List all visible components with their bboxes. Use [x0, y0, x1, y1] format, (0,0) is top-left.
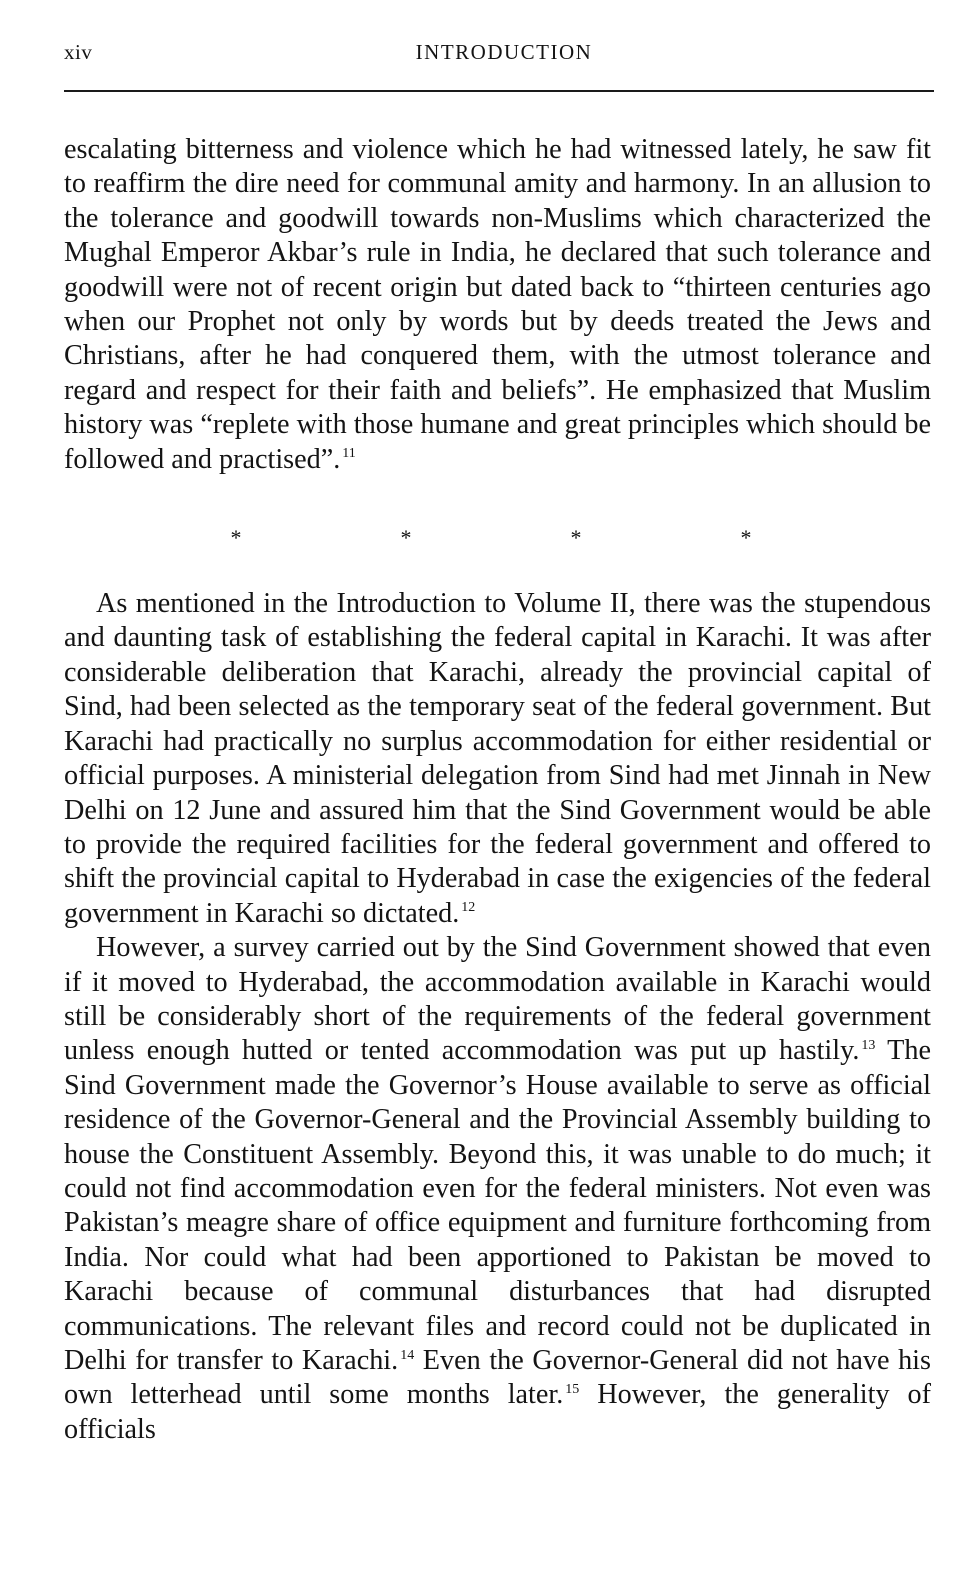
paragraph-text: Even the Governor-General did not have his own letterhead until some months later.: [64, 1345, 931, 1411]
paragraph-text: The Sind Government made the Governor’s House available to serve as official residence of the Governor-General and the Provincial Assembly building to house the Constituent Assembly. Beyond this, it was unable to do much; it could not find accommodation even for the federal ministers. Not even was Pakistan’s meagre share of office equipment and furniture forthcoming from India. Nor could what had been apportioned to Pakistan be moved to Karachi because of communal disturbances that had disrupted communications. The relevant files and record could not be duplicated in Delhi for transfer to Karachi.: [64, 1035, 931, 1376]
running-head: INTRODUCTION: [415, 40, 593, 64]
paragraph: [64, 931, 931, 1447]
header-rule: [64, 90, 934, 92]
footnote-ref: 13: [861, 1037, 876, 1053]
page-header: [64, 40, 934, 70]
page-number: xiv: [64, 40, 93, 64]
footnote-ref: 12: [461, 900, 476, 916]
section-separator: [64, 477, 931, 587]
paragraph-continued: [64, 133, 931, 477]
paragraph-text: However, a survey carried out by the Sind Government showed that even if it moved to Hyderabad, the accommodation available in Karachi would still be considerably short of the requirements of the federal government unless enough hutted or tented accommodation was put up hastily.: [64, 932, 931, 1067]
footnote-ref: 15: [565, 1382, 580, 1398]
asterisk: *: [570, 525, 582, 551]
asterisk: *: [740, 525, 752, 551]
asterisk: *: [230, 525, 242, 551]
paragraph-text: As mentioned in the Introduction to Volume II, there was the stupendous and daunting task of establishing the federal capital in Karachi. It was after considerable deliberation that Karachi, already the provincial capital of Sind, had been selected as the temporary seat of the federal government. But Karachi had practically no surplus accommodation for either residential or official purposes. A ministerial delegation from Sind had met Jinnah in New Delhi on 12 June and assured him that the Sind Government would be able to provide the required facilities for the federal government and offered to shift the provincial capital to Hyderabad in case the exigencies of the federal government in Karachi so dictated.: [64, 588, 931, 929]
paragraph-text: escalating bitterness and violence which he had witnessed lately, he saw fit to reaffirm the dire need for communal amity and harmony. In an allusion to the tolerance and goodwill towards non-Muslims which characterized the Mughal Emperor Akbar’s rule in India, he declared that such tolerance and goodwill were not of recent origin but dated back to “thirteen centuries ago when our Prophet not only by words but by deeds treated the Jews and Christians, after he had conquered them, with the utmost tolerance and regard and respect for their faith and beliefs”. He emphasized that Muslim history was “replete with those humane and great principles which should be followed and practised”.: [64, 134, 931, 475]
footnote-ref: 11: [342, 446, 356, 462]
paragraph: [64, 587, 931, 931]
paragraph-text: However, the generality of officials: [64, 1379, 932, 1445]
footnote-ref: 14: [400, 1347, 415, 1363]
body-text: [64, 133, 931, 1447]
asterisk: *: [400, 525, 412, 551]
